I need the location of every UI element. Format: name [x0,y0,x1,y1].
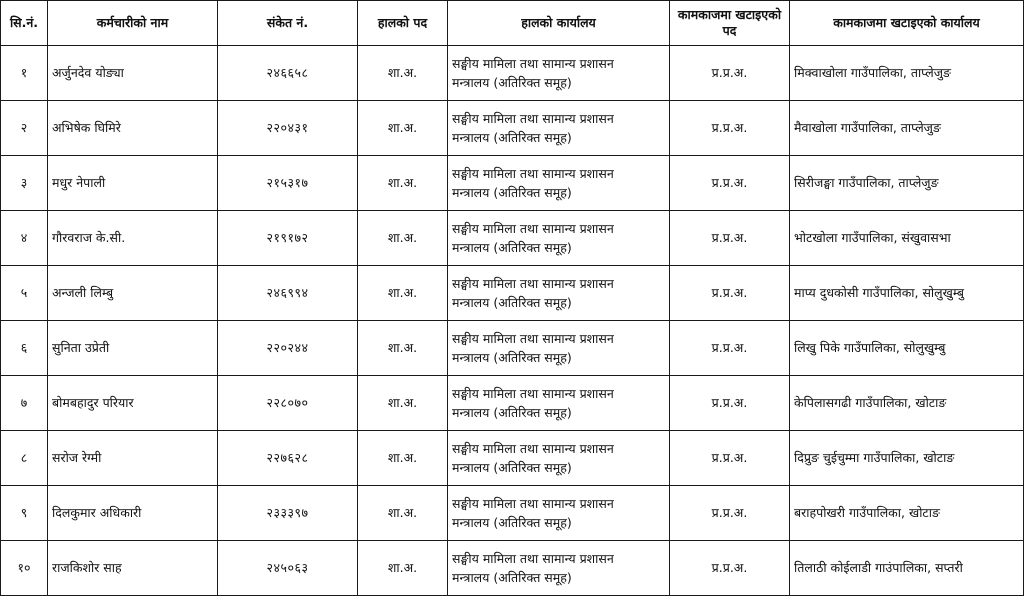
employee-name-cell: अभिषेक घिमिरे [48,101,218,156]
assigned-office-cell: लिखु पिके गाउँपालिका, सोलुखुम्बु [790,321,1024,376]
assigned-post-cell: प्र.प्र.अ. [670,156,790,211]
code-number-cell: २१९१७२ [218,211,358,266]
current-office-line-2: मन्त्रालय (अतिरिक्त समूह) [452,75,572,90]
serial-number-cell: ५ [1,266,48,321]
table-row [1,46,1024,101]
current-post-cell: शा.अ. [358,266,448,321]
assigned-post-cell: प्र.प्र.अ. [670,266,790,321]
serial-number-cell: ३ [1,156,48,211]
assigned-office-cell: दिप्रुङ चुईचुम्मा गाउँपालिका, खोटाङ [790,431,1024,486]
serial-number-cell: ४ [1,211,48,266]
assigned-office-cell: मैवाखोला गाउँपालिका, ताप्लेजुङ [790,101,1024,156]
current-post-cell: शा.अ. [358,431,448,486]
assigned-post-cell: प्र.प्र.अ. [670,541,790,596]
current-office-cell [448,541,670,596]
current-office-cell [448,266,670,321]
code-number-cell: २४५०६३ [218,541,358,596]
table-row [1,486,1024,541]
header-assigned-office: कामकाजमा खटाइएको कार्यालय [790,1,1024,46]
table-row [1,101,1024,156]
current-office-line-1: सङ्घीय मामिला तथा सामान्य प्रशासन [452,110,614,126]
assigned-office-cell: बराहपोखरी गाउँपालिका, खोटाङ [790,486,1024,541]
assigned-post-cell: प्र.प्र.अ. [670,486,790,541]
code-number-cell: २२०४३१ [218,101,358,156]
code-number-cell: २१५३१७ [218,156,358,211]
current-office-line-1: सङ्घीय मामिला तथा सामान्य प्रशासन [452,55,614,71]
current-office-cell [448,486,670,541]
table-row [1,156,1024,211]
current-post-cell: शा.अ. [358,46,448,101]
assigned-post-cell: प्र.प्र.अ. [670,211,790,266]
current-office-line-1: सङ्घीय मामिला तथा सामान्य प्रशासन [452,440,614,456]
employee-name-cell: बोमबहादुर परियार [48,376,218,431]
serial-number-cell: ७ [1,376,48,431]
current-office-cell [448,211,670,266]
code-number-cell: २३३३९७ [218,486,358,541]
table-row [1,321,1024,376]
serial-number-cell: १० [1,541,48,596]
current-office-line-1: सङ्घीय मामिला तथा सामान्य प्रशासन [452,275,614,291]
assigned-post-cell: प्र.प्र.अ. [670,376,790,431]
current-post-cell: शा.अ. [358,376,448,431]
header-serial-number: सि.नं. [1,1,48,46]
current-post-cell: शा.अ. [358,211,448,266]
current-office-cell [448,46,670,101]
assigned-office-cell: केपिलासगढी गाउँपालिका, खोटाङ [790,376,1024,431]
table-row [1,431,1024,486]
current-office-cell [448,156,670,211]
table-body [1,46,1024,596]
header-current-post: हालको पद [358,1,448,46]
current-office-line-1: सङ्घीय मामिला तथा सामान्य प्रशासन [452,330,614,346]
header-assigned-post: कामकाजमा खटाइएको पद [670,1,790,46]
serial-number-cell: २ [1,101,48,156]
employee-name-cell: राजकिशोर साह [48,541,218,596]
current-office-line-2: मन्त्रालय (अतिरिक्त समूह) [452,350,572,365]
assigned-post-cell: प्र.प्र.अ. [670,46,790,101]
current-office-line-1: सङ्घीय मामिला तथा सामान्य प्रशासन [452,550,614,566]
current-office-cell [448,431,670,486]
assigned-office-cell: मिक्वाखोला गाउँपालिका, ताप्लेजुङ [790,46,1024,101]
header-row [1,1,1024,46]
current-office-line-1: सङ्घीय मामिला तथा सामान्य प्रशासन [452,220,614,236]
assigned-office-cell: सिरीजङ्घा गाउँपालिका, ताप्लेजुङ [790,156,1024,211]
serial-number-cell: १ [1,46,48,101]
current-office-cell [448,101,670,156]
code-number-cell: २२८०७० [218,376,358,431]
table-row [1,541,1024,596]
assigned-office-cell: माप्य दुधकोसी गाउँपालिका, सोलुखुम्बु [790,266,1024,321]
current-office-line-2: मन्त्रालय (अतिरिक्त समूह) [452,570,572,585]
current-office-line-2: मन्त्रालय (अतिरिक्त समूह) [452,515,572,530]
current-post-cell: शा.अ. [358,541,448,596]
current-office-line-2: मन्त्रालय (अतिरिक्त समूह) [452,240,572,255]
code-number-cell: २२०२४४ [218,321,358,376]
code-number-cell: २२७६२८ [218,431,358,486]
current-post-cell: शा.अ. [358,101,448,156]
assigned-post-cell: प्र.प्र.अ. [670,321,790,376]
employee-name-cell: दिलकुमार अधिकारी [48,486,218,541]
current-office-line-1: सङ्घीय मामिला तथा सामान्य प्रशासन [452,385,614,401]
employee-name-cell: गौरवराज के.सी. [48,211,218,266]
employee-name-cell: अर्जुनदेव योङ्या [48,46,218,101]
current-office-line-1: सङ्घीय मामिला तथा सामान्य प्रशासन [452,165,614,181]
current-post-cell: शा.अ. [358,156,448,211]
employee-name-cell: अन्जली लिम्बु [48,266,218,321]
assigned-post-cell: प्र.प्र.अ. [670,101,790,156]
code-number-cell: २४६९९४ [218,266,358,321]
current-office-line-2: मन्त्रालय (अतिरिक्त समूह) [452,460,572,475]
serial-number-cell: ९ [1,486,48,541]
current-office-line-2: मन्त्रालय (अतिरिक्त समूह) [452,405,572,420]
assigned-post-cell: प्र.प्र.अ. [670,431,790,486]
current-post-cell: शा.अ. [358,486,448,541]
current-office-line-2: मन्त्रालय (अतिरिक्त समूह) [452,130,572,145]
table-row [1,211,1024,266]
current-office-cell [448,376,670,431]
header-code-number: संकेत नं. [218,1,358,46]
header-employee-name: कर्मचारीको नाम [48,1,218,46]
serial-number-cell: ६ [1,321,48,376]
table-row [1,266,1024,321]
current-office-line-1: सङ्घीय मामिला तथा सामान्य प्रशासन [452,495,614,511]
current-office-cell [448,321,670,376]
current-post-cell: शा.अ. [358,321,448,376]
current-office-line-2: मन्त्रालय (अतिरिक्त समूह) [452,185,572,200]
header-current-office: हालको कार्यालय [448,1,670,46]
table-header [1,1,1024,46]
current-office-line-2: मन्त्रालय (अतिरिक्त समूह) [452,295,572,310]
assigned-office-cell: भोटखोला गाउँपालिका, संखुवासभा [790,211,1024,266]
serial-number-cell: ८ [1,431,48,486]
table-row [1,376,1024,431]
employee-name-cell: मधुर नेपाली [48,156,218,211]
employee-name-cell: सुनिता उप्रेती [48,321,218,376]
assigned-office-cell: तिलाठी कोईलाडी गाउंपालिका, सप्तरी [790,541,1024,596]
code-number-cell: २४६६५८ [218,46,358,101]
employee-name-cell: सरोज रेग्मी [48,431,218,486]
